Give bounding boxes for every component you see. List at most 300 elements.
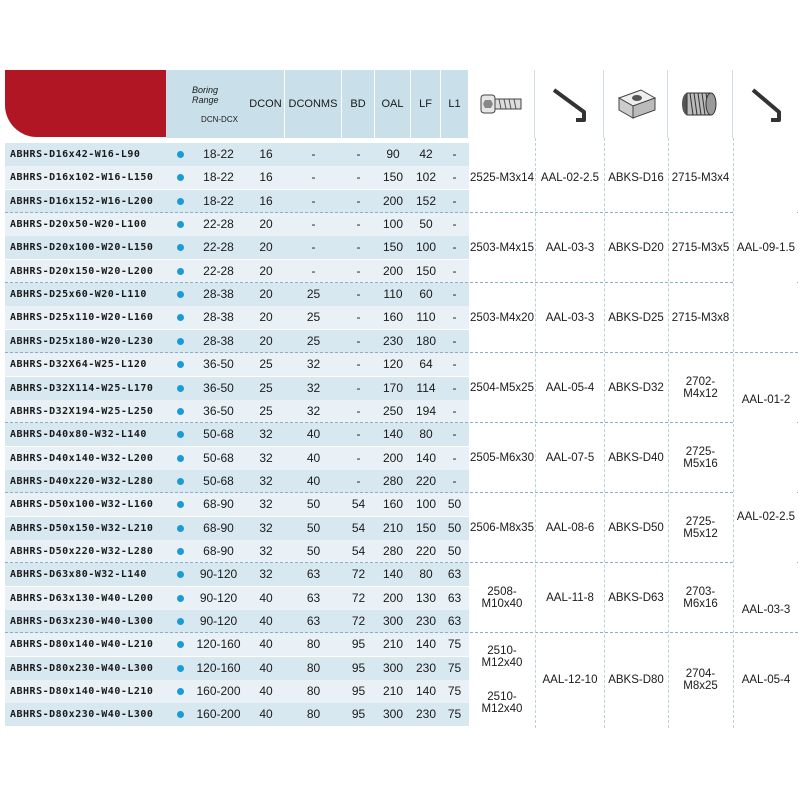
cell-l1: -	[452, 333, 457, 348]
product-code: ABHRS-D63x230-W40-L300	[10, 616, 154, 627]
accessory-insert: 2715-M3x8	[669, 285, 732, 351]
cell-range: 36-50	[203, 357, 234, 372]
cell-lf: 194	[415, 403, 437, 418]
cell-bd: 54	[351, 497, 366, 512]
cell-lf: 230	[415, 707, 437, 722]
hex-key-icon	[733, 70, 798, 138]
cell-range: 18-22	[203, 170, 234, 185]
cell-dcon: 16	[259, 170, 273, 185]
availability-dot-icon	[177, 338, 184, 345]
accessory-block: ABKS-D50	[605, 495, 667, 561]
threaded-insert-icon	[668, 70, 733, 138]
cell-dconms: 40	[306, 450, 321, 465]
cell-oal: 300	[382, 614, 404, 628]
cell-lf: 130	[415, 590, 437, 605]
cell-bd: -	[356, 263, 361, 278]
cell-dcon: 20	[259, 287, 273, 302]
cell-l1: -	[452, 450, 457, 465]
cell-range: 68-90	[203, 520, 234, 535]
cell-bd: -	[356, 170, 361, 185]
availability-dot-icon	[177, 548, 184, 555]
cell-range: 22-28	[203, 263, 234, 278]
cell-dcon: 32	[259, 473, 273, 488]
cell-lf: 80	[419, 567, 433, 582]
group-divider	[5, 352, 798, 353]
accessory-key: AAL-03-3	[537, 215, 603, 281]
cell-oal: 210	[382, 520, 404, 535]
cell-dcon: 20	[259, 263, 273, 278]
cell-dcon: 40	[259, 660, 273, 675]
cell-dcon: 40	[259, 590, 273, 605]
table-row	[5, 283, 469, 306]
availability-dot-icon	[177, 455, 184, 462]
boring-range-sub: DCN-DCX	[201, 114, 238, 124]
product-code: ABHRS-D63x80-W32-L140	[10, 569, 147, 581]
table-row	[5, 330, 469, 353]
accessory-key-2: AAL-02-2.5	[735, 449, 797, 585]
availability-dot-icon	[177, 431, 184, 438]
col-header-lf: LF	[411, 70, 441, 138]
product-code: ABHRS-D16x152-W16-L200	[10, 195, 154, 207]
accessory-insert: 2715-M3x4	[669, 145, 732, 211]
cell-lf: 220	[415, 473, 437, 488]
group-divider	[5, 562, 798, 563]
cell-dconms: 50	[306, 497, 321, 512]
cell-dconms: 32	[306, 357, 321, 372]
nut-block-icon	[604, 70, 668, 138]
availability-dot-icon	[177, 618, 184, 625]
availability-dot-icon	[177, 688, 184, 695]
table-row	[5, 657, 469, 680]
cell-lf: 140	[415, 637, 437, 652]
product-code: ABHRS-D20x100-W20-L150	[10, 242, 154, 254]
cell-range: 68-90	[203, 497, 234, 512]
cell-oal: 150	[382, 240, 404, 255]
product-code: ABHRS-D16x102-W16-L150	[10, 172, 154, 184]
cell-l1: 75	[447, 660, 462, 675]
product-code: ABHRS-D25x60-W20-L110	[10, 289, 147, 301]
cell-lf: 80	[419, 427, 433, 442]
cell-dconms: 40	[306, 427, 321, 442]
product-code: ABHRS-D50x100-W32-L160	[10, 499, 154, 511]
accessory-screw: 2510-M12x40	[470, 682, 534, 725]
availability-dot-icon	[177, 268, 184, 275]
product-code: ABHRS-D40x220-W32-L280	[10, 475, 154, 487]
availability-dot-icon	[177, 291, 184, 298]
table-row	[5, 540, 469, 563]
screw-icon	[469, 70, 535, 138]
cell-dconms: -	[311, 240, 316, 255]
cell-l1: 50	[447, 520, 462, 535]
cell-l1: -	[452, 263, 457, 278]
col-separator	[733, 138, 734, 728]
boring-range-label: Boring Range	[192, 84, 219, 105]
cell-dcon: 32	[259, 520, 273, 535]
cell-range: 160-200	[196, 707, 241, 722]
group-divider	[5, 422, 798, 423]
table-row	[5, 680, 469, 703]
cell-range: 160-200	[196, 684, 241, 699]
accessory-screw: 2508-M10x40	[470, 565, 534, 631]
product-code: ABHRS-D80x230-W40-L300	[10, 709, 154, 721]
cell-oal: 210	[382, 684, 404, 699]
table-row	[5, 377, 469, 400]
cell-lf: 50	[419, 217, 433, 232]
cell-dconms: 25	[306, 333, 321, 348]
availability-dot-icon	[177, 595, 184, 602]
cell-l1: -	[452, 170, 457, 185]
table-row	[5, 190, 469, 213]
cell-dconms: 80	[306, 637, 321, 652]
cell-range: 22-28	[203, 217, 234, 232]
availability-dot-icon	[177, 314, 184, 321]
boring-range-header	[192, 70, 247, 138]
cell-dcon: 16	[259, 147, 273, 161]
table-row	[5, 213, 469, 236]
cell-lf: 230	[415, 614, 437, 628]
cell-bd: 72	[351, 614, 366, 628]
accessory-key-2: AAL-03-3	[735, 589, 797, 632]
availability-dot-icon	[177, 174, 184, 181]
product-code: ABHRS-D80x230-W40-L300	[10, 662, 154, 674]
col-header-l1: L1	[448, 98, 461, 110]
accessory-block: ABKS-D63	[605, 565, 667, 631]
table-row	[5, 493, 469, 516]
cell-dconms: 25	[306, 287, 321, 302]
accessory-key-2: AAL-09-1.5	[735, 145, 797, 351]
cell-range: 28-38	[203, 287, 234, 302]
cell-bd: -	[356, 450, 361, 465]
accessory-screw: 2504-M5x25	[470, 355, 534, 421]
cell-oal: 90	[386, 147, 400, 161]
cell-dcon: 40	[259, 707, 273, 722]
cell-range: 18-22	[203, 147, 234, 161]
cell-bd: 95	[351, 637, 366, 652]
cell-oal: 280	[382, 543, 404, 558]
cell-bd: 72	[351, 567, 366, 582]
accessory-block: ABKS-D40	[605, 425, 667, 491]
accessory-screw: 2525-M3x14	[470, 145, 534, 211]
accessory-block: ABKS-D20	[605, 215, 667, 281]
cell-oal: 200	[382, 193, 404, 208]
cell-range: 50-68	[203, 473, 234, 488]
accessory-insert: 2725-M5x12	[669, 495, 732, 561]
cell-lf: 150	[415, 263, 437, 278]
cell-l1: -	[452, 380, 457, 395]
cell-range: 90-120	[199, 614, 238, 628]
cell-bd: -	[356, 473, 361, 488]
cell-dconms: 63	[306, 614, 321, 628]
product-code: ABHRS-D32X114-W25-L170	[10, 382, 154, 394]
cell-oal: 160	[382, 310, 404, 325]
product-code: ABHRS-D25x180-W20-L230	[10, 335, 154, 347]
product-code: ABHRS-D25x110-W20-L160	[10, 312, 154, 324]
availability-dot-icon	[177, 221, 184, 228]
cell-dconms: -	[311, 217, 316, 232]
cell-bd: -	[356, 380, 361, 395]
cell-l1: 63	[447, 590, 462, 605]
cell-dcon: 32	[259, 450, 273, 465]
cell-lf: 60	[419, 287, 433, 302]
product-code: ABHRS-D20x150-W20-L200	[10, 265, 154, 277]
product-code: ABHRS-D80x140-W40-L210	[10, 686, 154, 698]
cell-dcon: 20	[259, 240, 273, 255]
cell-lf: 140	[415, 450, 437, 465]
accessory-key-2: AAL-05-4	[735, 635, 797, 724]
col-separator	[535, 138, 536, 728]
cell-dcon: 32	[259, 497, 273, 512]
table-row	[5, 517, 469, 540]
cell-oal: 200	[382, 590, 404, 605]
cell-oal: 100	[382, 217, 404, 232]
cell-oal: 150	[382, 170, 404, 185]
cell-bd: 54	[351, 543, 366, 558]
cell-lf: 110	[416, 310, 436, 325]
cell-dcon: 40	[259, 637, 273, 652]
availability-dot-icon	[177, 501, 184, 508]
availability-dot-icon	[177, 198, 184, 205]
accessory-key: AAL-11-8	[537, 565, 603, 631]
table-row	[5, 143, 469, 166]
accessory-insert: 2702-M4x12	[669, 355, 732, 421]
cell-range: 18-22	[203, 193, 234, 208]
cell-range: 28-38	[203, 310, 234, 325]
product-code: ABHRS-D32X64-W25-L120	[10, 359, 147, 371]
product-code: ABHRS-D32X194-W25-L250	[10, 405, 154, 417]
cell-bd: -	[356, 333, 361, 348]
accessory-screw: 2503-M4x20	[470, 285, 534, 351]
accessory-screw: 2510-M12x40	[470, 635, 534, 678]
availability-dot-icon	[177, 665, 184, 672]
brand-logo-block	[5, 70, 166, 137]
cell-oal: 200	[382, 450, 404, 465]
cell-dcon: 32	[259, 427, 273, 442]
cell-dcon: 32	[259, 567, 273, 582]
accessory-block: ABKS-D25	[605, 285, 667, 351]
cell-bd: 72	[351, 590, 366, 605]
cell-oal: 120	[382, 357, 404, 372]
group-divider	[5, 632, 798, 633]
cell-dconms: -	[311, 147, 316, 161]
availability-dot-icon	[177, 478, 184, 485]
cell-range: 28-38	[203, 333, 234, 348]
product-code: ABHRS-D20x50-W20-L100	[10, 219, 147, 231]
col-header-dcon: DCON	[247, 70, 285, 138]
accessory-block: ABKS-D16	[605, 145, 667, 211]
cell-l1: -	[452, 473, 457, 488]
cell-l1: -	[452, 147, 457, 161]
accessory-key: AAL-02-2.5	[537, 145, 603, 211]
cell-range: 22-28	[203, 240, 234, 255]
table-row	[5, 260, 469, 283]
cell-range: 36-50	[203, 403, 234, 418]
accessory-insert: 2715-M3x5	[669, 215, 732, 281]
table-row	[5, 703, 469, 726]
table-row	[5, 353, 469, 376]
cell-dconms: -	[311, 263, 316, 278]
table-row	[5, 236, 469, 259]
cell-dcon: 20	[259, 310, 273, 325]
product-code: ABHRS-D40x140-W32-L200	[10, 452, 154, 464]
cell-lf: 102	[415, 170, 437, 185]
accessory-key: AAL-08-6	[537, 495, 603, 561]
accessory-insert: 2703-M6x16	[669, 565, 732, 631]
table-row	[5, 563, 469, 586]
cell-dconms: 25	[306, 310, 321, 325]
availability-dot-icon	[177, 525, 184, 532]
cell-lf: 100	[415, 497, 437, 512]
group-divider	[5, 212, 798, 213]
cell-lf: 180	[415, 333, 437, 348]
product-code: ABHRS-D63x130-W40-L200	[10, 592, 154, 604]
accessory-key: AAL-05-4	[537, 355, 603, 421]
group-divider	[5, 492, 798, 493]
cell-oal: 300	[382, 707, 404, 722]
cell-dcon: 16	[259, 193, 273, 208]
cell-range: 36-50	[203, 380, 234, 395]
cell-range: 50-68	[203, 427, 234, 442]
cell-lf: 64	[419, 357, 433, 372]
cell-range: 90-120	[199, 567, 238, 582]
cell-range: 90-120	[199, 590, 238, 605]
cell-l1: -	[452, 427, 457, 442]
cell-dconms: 80	[306, 707, 321, 722]
table-row	[5, 470, 469, 493]
cell-dcon: 40	[259, 614, 273, 628]
cell-lf: 152	[415, 193, 437, 208]
cell-lf: 114	[416, 380, 436, 395]
cell-oal: 210	[382, 637, 404, 652]
cell-dconms: 80	[306, 660, 321, 675]
cell-lf: 140	[415, 684, 437, 699]
cell-dcon: 32	[259, 543, 273, 558]
product-code: ABHRS-D16x42-W16-L90	[10, 149, 141, 160]
cell-oal: 140	[382, 567, 404, 582]
table-row	[5, 587, 469, 610]
cell-dcon: 20	[259, 333, 273, 348]
cell-range: 68-90	[203, 543, 234, 558]
cell-dcon: 25	[259, 357, 273, 372]
product-code: ABHRS-D50x220-W32-L280	[10, 545, 154, 557]
cell-oal: 170	[382, 380, 404, 395]
cell-dconms: 32	[306, 380, 321, 395]
cell-bd: -	[356, 147, 361, 161]
availability-dot-icon	[177, 151, 184, 158]
accessory-key: AAL-07-5	[537, 425, 603, 491]
cell-oal: 230	[382, 333, 404, 348]
cell-l1: 75	[447, 684, 462, 699]
cell-l1: -	[452, 287, 457, 302]
cell-l1: -	[452, 310, 457, 325]
cell-oal: 300	[382, 660, 404, 675]
table-row	[5, 166, 469, 189]
cell-l1: 63	[447, 567, 462, 582]
col-header-oal: OAL	[375, 70, 411, 138]
cell-bd: -	[356, 193, 361, 208]
cell-dcon: 20	[259, 217, 273, 232]
cell-range: 120-160	[196, 660, 241, 675]
cell-lf: 230	[415, 660, 437, 675]
cell-lf: 100	[415, 240, 437, 255]
availability-dot-icon	[177, 244, 184, 251]
product-code: ABHRS-D80x140-W40-L210	[10, 639, 154, 651]
cell-bd: -	[356, 287, 361, 302]
cell-dconms: 32	[306, 403, 321, 418]
accessory-screw: 2505-M6x30	[470, 425, 534, 491]
cell-dcon: 25	[259, 403, 273, 418]
cell-l1: -	[452, 193, 457, 208]
group-divider	[5, 282, 798, 283]
cell-l1: 75	[447, 707, 462, 722]
cell-lf: 150	[415, 520, 437, 535]
cell-l1: -	[452, 403, 457, 418]
product-code: ABHRS-D50x150-W32-L210	[10, 522, 154, 534]
table-row	[5, 610, 469, 633]
cell-lf: 220	[415, 543, 437, 558]
table-row	[5, 400, 469, 423]
cell-bd: 95	[351, 707, 366, 722]
cell-dconms: 50	[306, 520, 321, 535]
accessory-key-2: AAL-01-2	[735, 355, 797, 444]
accessory-insert: 2704-M8x25	[669, 635, 732, 724]
col-header-bd: BD	[342, 70, 375, 138]
cell-bd: -	[356, 217, 361, 232]
cell-range: 120-160	[196, 637, 241, 652]
cell-dcon: 25	[259, 380, 273, 395]
accessory-insert: 2725-M5x16	[669, 425, 732, 491]
cell-bd: 95	[351, 660, 366, 675]
cell-dconms: 80	[306, 684, 321, 699]
cell-dconms: 50	[306, 543, 321, 558]
availability-dot-icon	[177, 571, 184, 578]
cell-bd: 95	[351, 684, 366, 699]
cell-l1: 63	[447, 614, 462, 628]
cell-oal: 160	[382, 497, 404, 512]
availability-dot-icon	[177, 385, 184, 392]
accessory-key: AAL-12-10	[537, 635, 603, 724]
cell-bd: -	[356, 427, 361, 442]
table-row	[5, 447, 469, 470]
availability-dot-icon	[177, 641, 184, 648]
availability-dot-icon	[177, 361, 184, 368]
cell-dconms: 40	[306, 473, 321, 488]
cell-dconms: -	[311, 170, 316, 185]
cell-oal: 200	[382, 263, 404, 278]
table-row	[5, 423, 469, 446]
accessory-block: ABKS-D32	[605, 355, 667, 421]
cell-l1: -	[452, 240, 457, 255]
product-code: ABHRS-D40x80-W32-L140	[10, 429, 147, 441]
cell-dcon: 40	[259, 684, 273, 699]
cell-oal: 280	[382, 473, 404, 488]
cell-dconms: 63	[306, 567, 321, 582]
table-row	[5, 306, 469, 329]
hex-key-icon	[535, 70, 604, 138]
availability-dot-icon	[177, 408, 184, 415]
col-header-dconms: DCONMS	[285, 70, 342, 138]
cell-l1: -	[452, 217, 457, 232]
accessory-block: ABKS-D80	[605, 635, 667, 724]
cell-l1: 75	[447, 637, 462, 652]
availability-dot-icon	[177, 711, 184, 718]
cell-oal: 110	[383, 287, 403, 302]
cell-oal: 140	[382, 427, 404, 442]
cell-bd: -	[356, 357, 361, 372]
accessory-key: AAL-03-3	[537, 285, 603, 351]
cell-l1: -	[452, 357, 457, 372]
cell-oal: 250	[382, 403, 404, 418]
cell-bd: -	[356, 240, 361, 255]
